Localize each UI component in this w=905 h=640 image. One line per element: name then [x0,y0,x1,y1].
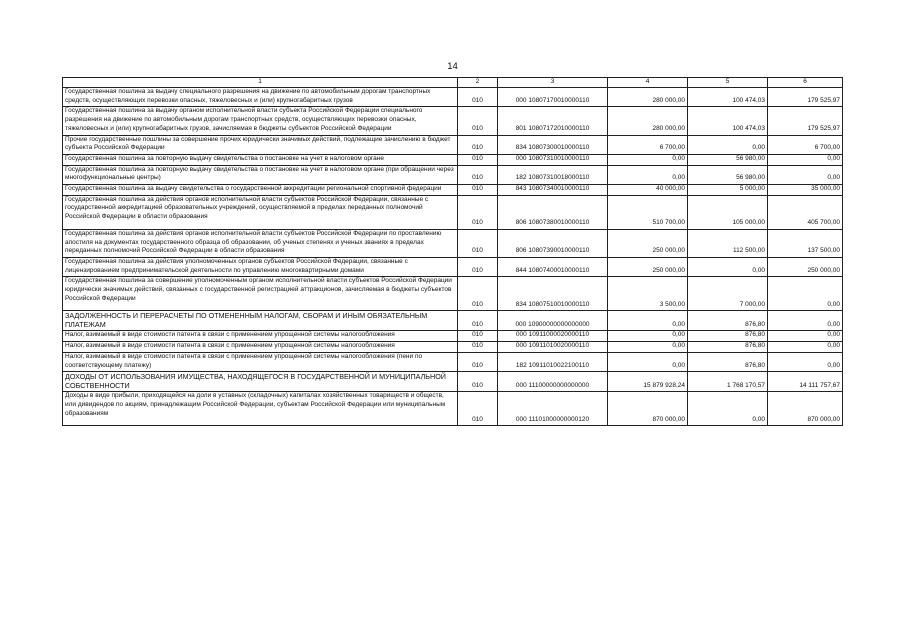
row-name-cell: ЗАДОЛЖЕННОСТЬ И ПЕРЕРАСЧЕТЫ ПО ОТМЕНЕННЫМ НАЛОГАМ, СБОРАМ И ИНЫМ ОБЯЗАТЕЛЬНЫМ ПЛАТЕЖАМ [63,311,458,331]
row-budget-code-cell: 843 10807340010000110 [498,185,608,196]
row-remaining-amount-cell: 405 700,00 [768,195,843,229]
row-plan-amount-cell: 0,00 [608,342,688,353]
row-name-cell: Доходы в виде прибыли, приходящейся на доли в уставных (складочных) капиталах хозяйственных товариществ и обществ, или дивидендов по акциям, принадлежащим Российской Федерации, субъектам Российской Федерации или муниципальным образованиям [63,392,458,426]
table-row [63,229,843,257]
table-row [63,277,843,311]
row-budget-code-cell: 000 10900000000000000 [498,311,608,331]
row-executed-amount-cell: 0,00 [688,392,768,426]
row-plan-amount-cell: 280 000,00 [608,107,688,135]
table-row [63,352,843,371]
row-name-cell: Государственная пошлина за выдачу органом исполнительной власти субъекта Российской Федерации специального разрешения на движение по автомобильным дорогам транспортных средств, осуществляющих перевозки опасных, тяжеловесных и (или) крупногабаритных грузов, зачисляемая в бюджеты субъектов Российской Федерации [63,107,458,135]
row-budget-code-cell: 000 10911010020000110 [498,342,608,353]
row-executed-amount-cell: 105 000,00 [688,195,768,229]
row-remaining-amount-cell: 0,00 [768,311,843,331]
row-name-cell: Государственная пошлина за выдачу свидетельства о государственной аккредитации региональной спортивной федерации [63,185,458,196]
table-row [63,392,843,426]
row-line-code-cell: 010 [458,88,498,107]
row-line-code-cell: 010 [458,372,498,392]
row-name-cell: Государственная пошлина за выдачу специального разрешения на движение по автомобильным дорогам транспортных средств, осуществляющих перевозки опасных, тяжеловесных и (или) крупногабаритных грузов [63,88,458,107]
column-header-6: 6 [768,78,843,88]
row-executed-amount-cell: 0,00 [688,257,768,276]
row-executed-amount-cell: 876,80 [688,331,768,342]
row-budget-code-cell: 000 11100000000000000 [498,372,608,392]
row-budget-code-cell: 000 10807170010000110 [498,88,608,107]
row-budget-code-cell: 844 10807400010000110 [498,257,608,276]
row-executed-amount-cell: 876,80 [688,311,768,331]
table-row [63,88,843,107]
row-plan-amount-cell: 15 879 928,24 [608,372,688,392]
row-plan-amount-cell: 250 000,00 [608,257,688,276]
table-row [63,342,843,353]
row-remaining-amount-cell: 14 111 757,67 [768,372,843,392]
row-plan-amount-cell: 250 000,00 [608,229,688,257]
row-remaining-amount-cell: 137 500,00 [768,229,843,257]
row-executed-amount-cell: 5 000,00 [688,185,768,196]
row-executed-amount-cell: 112 500,00 [688,229,768,257]
row-line-code-cell: 010 [458,311,498,331]
row-remaining-amount-cell: 35 000,00 [768,185,843,196]
table-row [63,165,843,184]
row-name-cell: ДОХОДЫ ОТ ИСПОЛЬЗОВАНИЯ ИМУЩЕСТВА, НАХОДЯЩЕГОСЯ В ГОСУДАРСТВЕННОЙ И МУНИЦИПАЛЬНОЙ СОБСТВЕННОСТИ [63,372,458,392]
row-remaining-amount-cell: 0,00 [768,352,843,371]
row-line-code-cell: 010 [458,135,498,154]
column-header-1: 1 [63,78,458,88]
row-line-code-cell: 010 [458,185,498,196]
table-row [63,331,843,342]
row-budget-code-cell: 000 11101000000000120 [498,392,608,426]
row-budget-code-cell: 834 10807300010000110 [498,135,608,154]
table-header-row [63,78,843,88]
row-budget-code-cell: 806 10807380010000110 [498,195,608,229]
row-executed-amount-cell: 100 474,03 [688,107,768,135]
table-row [63,257,843,276]
row-remaining-amount-cell: 250 000,00 [768,257,843,276]
row-plan-amount-cell: 0,00 [608,352,688,371]
table-row [63,135,843,154]
row-executed-amount-cell: 7 000,00 [688,277,768,311]
row-line-code-cell: 010 [458,342,498,353]
row-executed-amount-cell: 0,00 [688,135,768,154]
table-row [63,154,843,165]
row-plan-amount-cell: 510 700,00 [608,195,688,229]
row-executed-amount-cell: 876,80 [688,352,768,371]
row-name-cell: Государственная пошлина за действия органов исполнительной власти субъектов Российской Федерации, связанные с государственной аккредитацией образовательных учреждений, осуществляемой в пределах переданных полномочий Российской Федерации в области образования [63,195,458,229]
row-executed-amount-cell: 56 980,00 [688,165,768,184]
row-line-code-cell: 010 [458,392,498,426]
row-executed-amount-cell: 876,80 [688,342,768,353]
row-line-code-cell: 010 [458,229,498,257]
row-name-cell: Налог, взимаемый в виде стоимости патента в связи с применением упрощенной системы налогообложения [63,331,458,342]
row-line-code-cell: 010 [458,165,498,184]
table-row [63,195,843,229]
row-executed-amount-cell: 56 980,00 [688,154,768,165]
table-row [63,185,843,196]
row-plan-amount-cell: 0,00 [608,165,688,184]
row-remaining-amount-cell: 0,00 [768,277,843,311]
row-remaining-amount-cell: 870 000,00 [768,392,843,426]
row-plan-amount-cell: 0,00 [608,311,688,331]
row-budget-code-cell: 182 10911010022100110 [498,352,608,371]
row-remaining-amount-cell: 0,00 [768,342,843,353]
row-executed-amount-cell: 1 768 170,57 [688,372,768,392]
row-name-cell: Государственная пошлина за повторную выдачу свидетельства о постановке на учет в налоговом органе [63,154,458,165]
row-line-code-cell: 010 [458,107,498,135]
row-line-code-cell: 010 [458,195,498,229]
column-header-5: 5 [688,78,768,88]
row-line-code-cell: 010 [458,331,498,342]
row-name-cell: Прочие государственные пошлины за совершение прочих юридически значимых действий, подлежащие зачислению в бюджет субъекта Российской Федерации [63,135,458,154]
row-plan-amount-cell: 280 000,00 [608,88,688,107]
column-header-3: 3 [498,78,608,88]
table-body [63,88,843,426]
row-budget-code-cell: 000 10911000020000110 [498,331,608,342]
row-remaining-amount-cell: 0,00 [768,165,843,184]
table-row [63,311,843,331]
row-name-cell: Государственная пошлина за совершение уполномоченным органом исполнительной власти субъектов Российской Федерации юридически значимых действий, связанных с государственной регистрацией аттракционов, зачисляемая в бюджеты субъектов Российской Федерации [63,277,458,311]
row-name-cell: Налог, взимаемый в виде стоимости патента в связи с применением упрощенной системы налогообложения [63,342,458,353]
row-remaining-amount-cell: 0,00 [768,331,843,342]
row-plan-amount-cell: 870 000,00 [608,392,688,426]
row-budget-code-cell: 801 10807172010000110 [498,107,608,135]
row-name-cell: Государственная пошлина за действия органов исполнительной власти субъектов Российской Федерации по проставлению апостиля на документах государственного образца об образовании, об ученых степенях и ученых званиях в пределах переданных полномочий Российской Федерации в области образования [63,229,458,257]
page-number: 14 [447,61,458,72]
row-remaining-amount-cell: 0,00 [768,154,843,165]
row-plan-amount-cell: 0,00 [608,154,688,165]
column-header-2: 2 [458,78,498,88]
row-plan-amount-cell: 3 500,00 [608,277,688,311]
row-plan-amount-cell: 40 000,00 [608,185,688,196]
row-budget-code-cell: 834 10807510010000110 [498,277,608,311]
row-executed-amount-cell: 100 474,03 [688,88,768,107]
row-budget-code-cell: 806 10807390010000110 [498,229,608,257]
row-budget-code-cell: 182 10807310018000110 [498,165,608,184]
row-budget-code-cell: 000 10807310010000110 [498,154,608,165]
row-remaining-amount-cell: 179 525,97 [768,88,843,107]
row-name-cell: Государственная пошлина за действия уполномоченных органов субъектов Российской Федерации, связанные с лицензированием предпринимательской деятельности по управлению многоквартирными домами [63,257,458,276]
row-plan-amount-cell: 6 700,00 [608,135,688,154]
row-line-code-cell: 010 [458,257,498,276]
row-remaining-amount-cell: 179 525,97 [768,107,843,135]
revenue-table [62,77,843,426]
column-header-4: 4 [608,78,688,88]
table-row [63,107,843,135]
row-name-cell: Налог, взимаемый в виде стоимости патента в связи с применением упрощенной системы налогообложения (пени по соответствующему платежу) [63,352,458,371]
row-line-code-cell: 010 [458,352,498,371]
row-plan-amount-cell: 0,00 [608,331,688,342]
row-line-code-cell: 010 [458,154,498,165]
row-name-cell: Государственная пошлина за повторную выдачу свидетельства о постановке на учет в налоговом органе (при обращении через многофункциональные центры) [63,165,458,184]
row-remaining-amount-cell: 6 700,00 [768,135,843,154]
row-line-code-cell: 010 [458,277,498,311]
table-row [63,372,843,392]
